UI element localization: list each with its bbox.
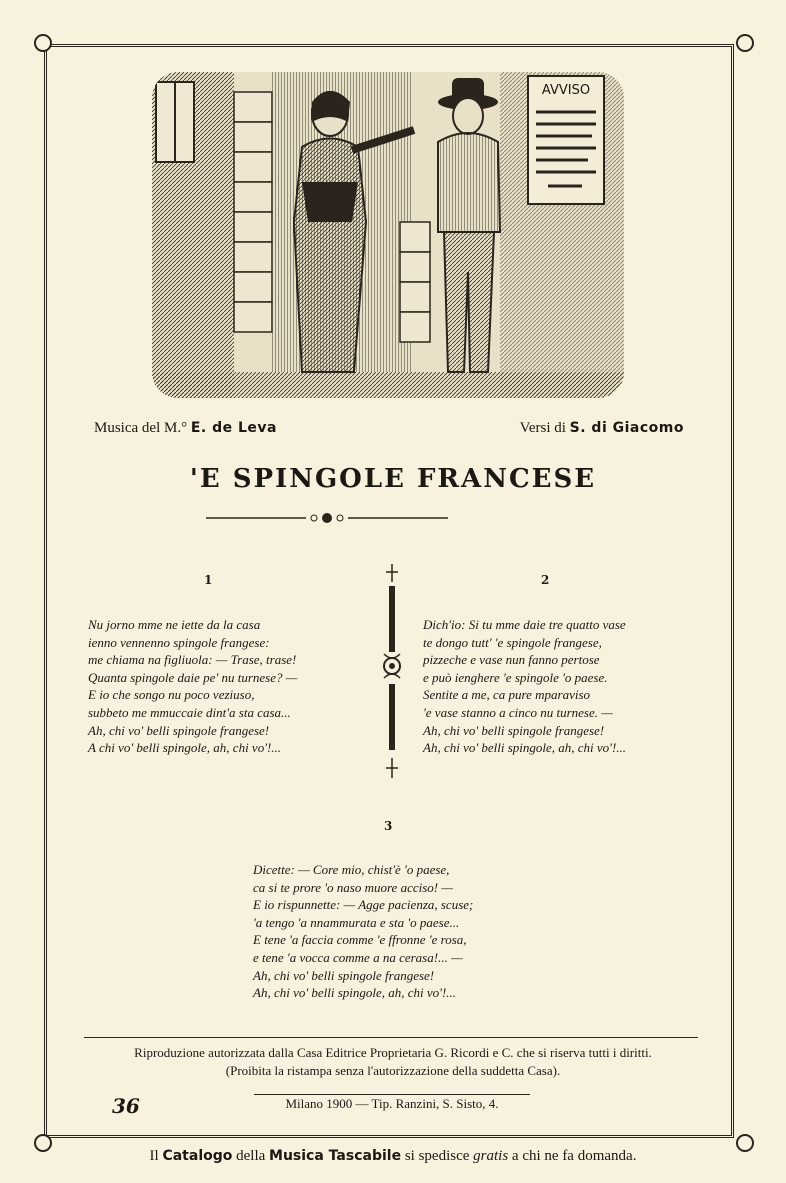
stanza-2-verse — [423, 616, 626, 757]
stanza-number: 3 — [384, 819, 393, 833]
verse-line: pizzeche e vase nun fanno pertose — [423, 652, 600, 668]
verse-line: E tene 'a faccia comme 'e ffronne 'e rosa, — [253, 932, 467, 948]
notice-line: Riproduzione autorizzata dalla Casa Editrice Proprietaria G. Ricordi e C. che si riserva tutti i diritti. — [134, 1045, 652, 1060]
verse-line: e può ienghere 'e spingole 'o paese. — [423, 669, 608, 685]
copyright-notice — [0, 1044, 786, 1080]
catalog-pre: Il — [149, 1148, 159, 1164]
music-label: Musica del M.° — [94, 420, 188, 436]
verse-line: Ah, chi vo' belli spingole frangese! — [423, 722, 605, 738]
verse-line: Quanta spingole daie pe' nu turnese? — — [88, 669, 298, 685]
page-number: 36 — [112, 1094, 140, 1118]
stanza-number: 1 — [204, 573, 213, 587]
catalog-text: si spedisce — [404, 1148, 470, 1164]
stanza-3-verse — [253, 861, 473, 1002]
lyrics-credit — [520, 420, 684, 437]
corner-ornament — [34, 34, 52, 52]
catalog-line — [0, 1148, 786, 1165]
catalog-post: a chi ne fa domanda. — [511, 1148, 637, 1164]
verse-line: 'a tengo 'a nnammurata e sta 'o paese... — [253, 914, 460, 930]
lyrics-label: Versi di — [519, 420, 566, 436]
verse-line: Ah, chi vo' belli spingole frangese! — [253, 967, 435, 983]
lyricist-name: S. di Giacomo — [569, 420, 684, 436]
title-ornament-rule — [206, 508, 448, 528]
verse-line: Dich'io: Si tu mme daie tre quatto vase — [423, 617, 626, 632]
verse-line: ca si te prore 'o naso muore acciso! — — [253, 879, 453, 895]
song-title: 'E SPINGOLE FRANCESE — [189, 464, 597, 494]
verse-line: e tene 'a vocca comme a na cerasa!... — — [253, 949, 463, 965]
footer-divider — [84, 1037, 698, 1038]
notice-sign-text: AVVISO — [541, 83, 591, 98]
engraving-illustration — [152, 72, 624, 398]
notice-line: (Proibita la ristampa senza l'autorizzazione della suddetta Casa). — [225, 1063, 561, 1078]
catalog-word: Catalogo — [162, 1148, 233, 1164]
verse-line: Sentite a me, ca pure mparaviso — [423, 687, 591, 703]
printer-imprint: Milano 1900 — Tip. Ranzini, S. Sisto, 4. — [285, 1096, 499, 1111]
verse-line: Ah, chi vo' belli spingole frangese! — [88, 722, 270, 738]
verse-line: Ah, chi vo' belli spingole, ah, chi vo'!... — [423, 740, 627, 756]
stanza-number: 2 — [541, 573, 550, 587]
verse-line: Dicette: — Core mio, chist'è 'o paese, — [253, 862, 450, 877]
printer-rule — [254, 1094, 530, 1095]
verse-line: me chiama na figliuola: — Trase, trase! — [88, 652, 297, 668]
composer-name: E. de Leva — [190, 420, 277, 436]
stanza-1-verse — [88, 616, 297, 757]
verse-line: te dongo tutt' 'e spingole frangese, — [423, 634, 602, 650]
verse-line: Nu jorno mme ne iette da la casa — [88, 617, 261, 632]
catalog-gratis: gratis — [473, 1148, 509, 1164]
catalog-mid: della — [236, 1148, 266, 1164]
verse-line: A chi vo' belli spingole, ah, chi vo'!... — [88, 740, 282, 756]
verse-line: 'e vase stanno a cinco nu turnese. — — [423, 704, 613, 720]
catalog-series: Musica Tascabile — [269, 1148, 402, 1164]
column-ornament — [378, 562, 406, 780]
credits-line — [94, 414, 684, 444]
verse-line: ienno vennenno spingole frangese: — [88, 634, 270, 650]
corner-ornament — [736, 34, 754, 52]
verse-line: E io che songo nu poco veziuso, — [88, 687, 255, 703]
music-credit — [94, 420, 277, 437]
verse-line: subbeto me mmuccaie dint'a sta casa... — [88, 704, 291, 720]
verse-line: Ah, chi vo' belli spingole, ah, chi vo'!... — [253, 985, 457, 1001]
verse-line: E io rispunnette: — Agge pacienza, scuse; — [253, 897, 474, 913]
